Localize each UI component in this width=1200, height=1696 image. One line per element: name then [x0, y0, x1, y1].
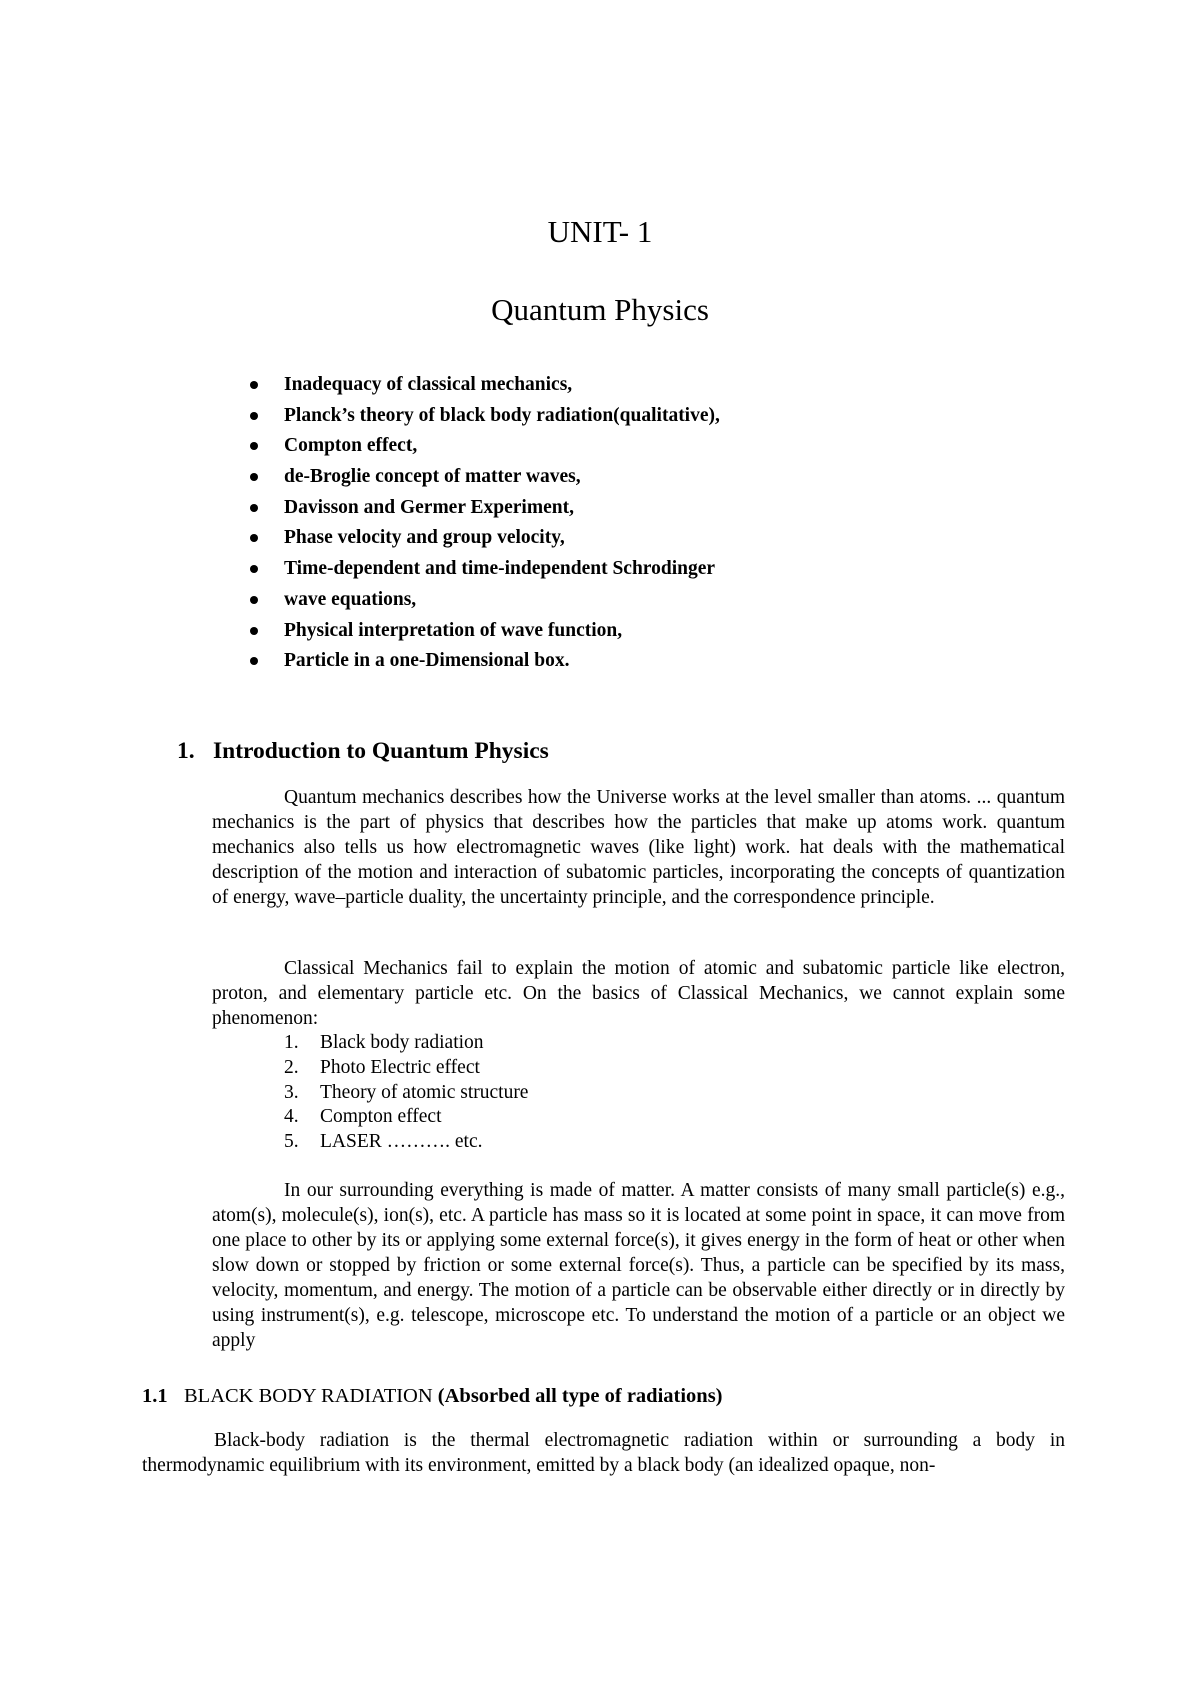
topic-text: de-Broglie concept of matter waves, — [284, 466, 581, 488]
topic-text: Inadequacy of classical mechanics, — [284, 374, 573, 395]
bullet-icon — [250, 534, 258, 542]
unit-title: UNIT- 1 — [547, 214, 653, 249]
bullet-icon — [250, 565, 258, 573]
list-item — [248, 585, 720, 616]
item-number: 2. — [284, 1056, 299, 1078]
item-number: 1. — [284, 1032, 299, 1053]
bullet-icon — [250, 504, 258, 512]
list-item — [284, 1105, 528, 1130]
classical-mechanics-paragraph: Classical Mechanics fail to explain the motion of atomic and subatomic particle like electron, proton, and elementary particle etc. On the basics of Classical Mechanics, we cannot explain some phenomenon: — [212, 958, 1065, 1029]
item-number: 5. — [284, 1131, 299, 1153]
list-item — [248, 523, 720, 554]
list-item — [248, 493, 720, 524]
topics-list — [248, 370, 720, 677]
section-heading-black-body — [142, 1382, 723, 1410]
section-number: 1.1 — [142, 1385, 168, 1407]
topic-text: Planck’s theory of black body radiation(qualitative), — [284, 404, 720, 426]
list-item — [284, 1081, 528, 1106]
list-item — [248, 401, 720, 432]
item-text: Black body radiation — [320, 1032, 484, 1053]
bullet-icon — [250, 412, 258, 420]
topic-text: Time-dependent and time-independent Schrodinger — [284, 558, 716, 580]
list-item — [284, 1130, 528, 1155]
section-subtitle: (Absorbed all type of radiations) — [437, 1385, 723, 1407]
bullet-icon — [250, 596, 258, 604]
topic-text: Physical interpretation of wave function, — [284, 619, 623, 641]
item-text: LASER ………. etc. — [320, 1131, 483, 1153]
page-title: Quantum Physics — [491, 292, 709, 327]
item-text: Photo Electric effect — [320, 1056, 480, 1078]
intro-paragraph: Quantum mechanics describes how the Universe works at the level smaller than atoms. ... quantum mechanics is the part of physics that describes how the particles that make up atoms work. quantum mechanics also tells us how electromagnetic waves (like light) work. hat deals with the mathematical description of the motion and interaction of subatomic particles, incorporating the concepts of quantization of energy, wave–particle duality, the uncertainty principle, and the correspondence principle. — [212, 787, 1065, 908]
matter-paragraph: In our surrounding everything is made of matter. A matter consists of many small particle(s) e.g., atom(s), molecule(s), ion(s), etc. A particle has mass so it is located at some point in space, it can move from one place to other by its or applying some external force(s), it gives energy in the form of heat or other when slow down or stopped by friction or some external force(s). Thus, a particle can be specified by its mass, velocity, momentum, and energy. The motion of a particle can be observable either directly or in directly by using instrument(s), e.g. telescope, microscope etc. To understand the motion of a particle or an object we apply — [212, 1180, 1065, 1351]
item-text: Theory of atomic structure — [320, 1081, 529, 1103]
list-item — [248, 370, 720, 401]
list-item — [248, 462, 720, 493]
list-item — [248, 554, 720, 585]
bullet-icon — [250, 381, 258, 389]
topic-text: wave equations, — [284, 588, 417, 610]
bullet-icon — [250, 657, 258, 665]
list-item — [284, 1056, 528, 1081]
section-number: 1. — [177, 738, 195, 764]
list-item — [248, 431, 720, 462]
topic-text: Phase velocity and group velocity, — [284, 527, 565, 549]
item-text: Compton effect — [320, 1106, 442, 1128]
bullet-icon — [250, 473, 258, 481]
black-body-paragraph: Black-body radiation is the thermal electromagnetic radiation within or surrounding a body in thermodynamic equilibrium with its environment, emitted by a black body (an idealized opaque, non- — [142, 1430, 1065, 1476]
section-heading-introduction — [177, 736, 549, 766]
item-number: 4. — [284, 1106, 299, 1128]
list-item — [284, 1031, 528, 1056]
bullet-icon — [250, 627, 258, 635]
topic-text: Compton effect, — [284, 435, 418, 457]
item-number: 3. — [284, 1081, 299, 1103]
list-item — [248, 616, 720, 647]
section-title: BLACK BODY RADIATION — [184, 1385, 433, 1407]
topic-text: Particle in a one-Dimensional box. — [284, 650, 570, 672]
list-item — [248, 646, 720, 677]
phenomena-list — [284, 1031, 528, 1155]
section-title: Introduction to Quantum Physics — [213, 738, 549, 764]
topic-text: Davisson and Germer Experiment, — [284, 496, 574, 518]
bullet-icon — [250, 442, 258, 450]
